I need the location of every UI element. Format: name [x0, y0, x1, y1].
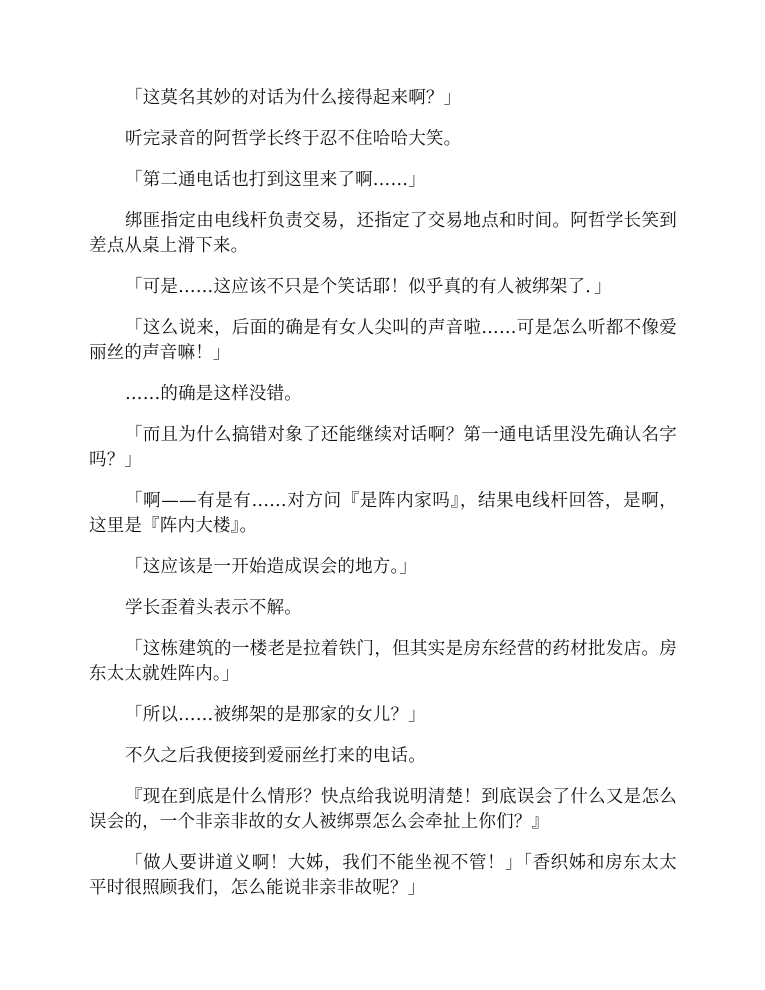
paragraph-dialogue: 「做人要讲道义啊！大姊，我们不能坐视不管！」「香织姊和房东太太平时很照顾我们，怎么能说非亲非故呢？」	[89, 853, 677, 898]
paragraph-narration: 绑匪指定由电线杆负责交易，还指定了交易地点和时间。阿哲学长笑到差点从桌上滑下来。	[89, 211, 677, 256]
paragraph-dialogue: 「这莫名其妙的对话为什么接得起来啊？」	[125, 88, 462, 108]
paragraph-dialogue: 「这应该是一开始造成误会的地方。」	[125, 557, 418, 577]
paragraph-narration: 听完录音的阿哲学长终于忍不住哈哈大笑。	[125, 129, 462, 149]
paragraph-narration: ……的确是这样没错。	[125, 384, 302, 404]
paragraph-dialogue: 「啊——有是有……对方问『是阵内家吗』，结果电线杆回答，是啊，这里是『阵内大楼』。	[89, 491, 677, 536]
paragraph-narration: 学长歪着头表示不解。	[125, 598, 302, 618]
paragraph-phone-dialogue: 『现在到底是什么情形？快点给我说明清楚！到底误会了什么又是怎么误会的，一个非亲非故的女人被绑票怎么会牵扯上你们？』	[89, 787, 677, 832]
paragraph-dialogue: 「所以……被绑架的是那家的女儿？」	[125, 705, 426, 725]
paragraph-narration: 不久之后我便接到爱丽丝打来的电话。	[125, 746, 426, 766]
paragraph-dialogue: 「这栋建筑的一楼老是拉着铁门，但其实是房东经营的药材批发店。房东太太就姓阵内。」	[89, 639, 677, 684]
paragraph-dialogue: 「第二通电话也打到这里来了啊……」	[125, 170, 426, 190]
paragraph-dialogue: 「可是……这应该不只是个笑话耶！似乎真的有人被绑架了．」	[125, 277, 612, 297]
document-body	[89, 86, 677, 917]
paragraph-dialogue: 「而且为什么搞错对象了还能继续对话啊？第一通电话里没先确认名字吗？」	[89, 425, 677, 470]
paragraph-dialogue: 「这么说来，后面的确是有女人尖叫的声音啦……可是怎么听都不像爱丽丝的声音嘛！」	[89, 318, 677, 363]
